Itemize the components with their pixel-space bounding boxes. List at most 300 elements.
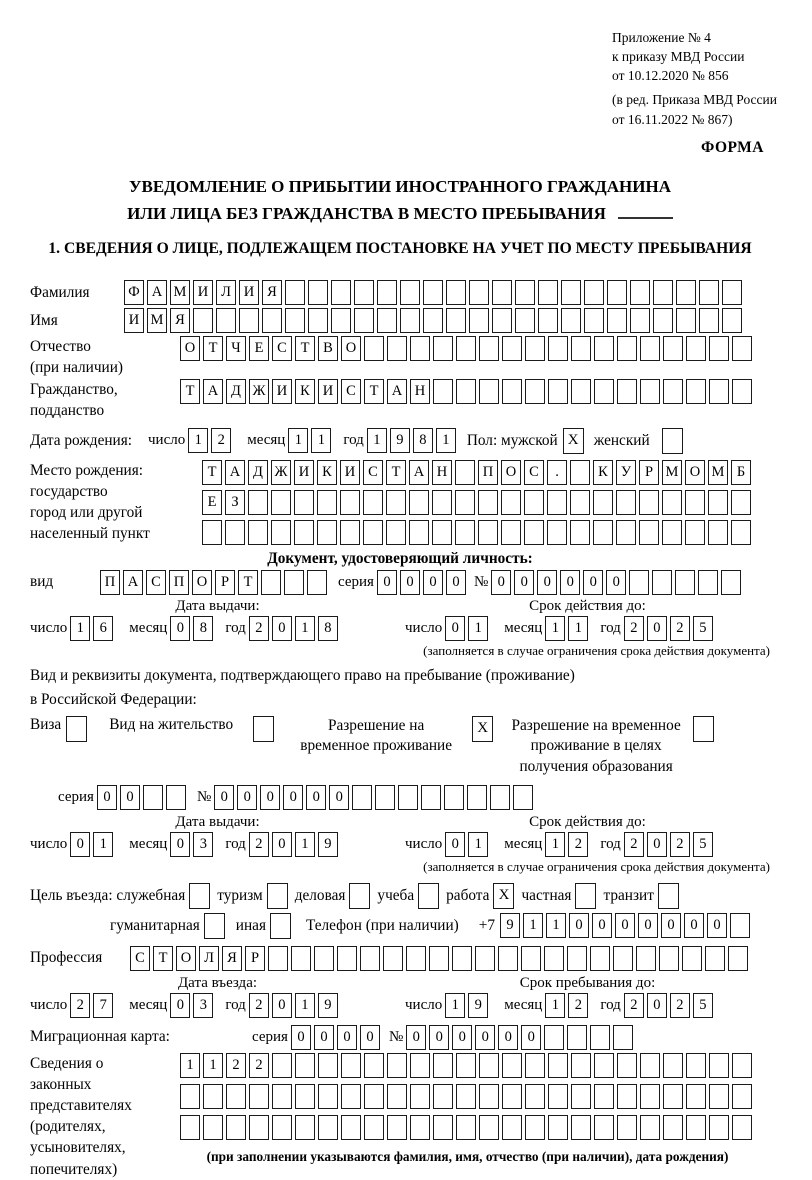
char-box[interactable] — [377, 280, 397, 305]
char-box[interactable]: Е — [249, 336, 269, 361]
tourism-checkbox[interactable] — [267, 883, 288, 909]
char-box[interactable]: 9 — [390, 428, 410, 453]
char-box[interactable] — [331, 280, 351, 305]
char-box[interactable] — [547, 490, 567, 515]
char-box[interactable] — [432, 490, 452, 515]
char-box[interactable]: С — [130, 946, 150, 971]
char-box[interactable] — [617, 1053, 637, 1078]
char-box[interactable] — [318, 1084, 338, 1109]
char-box[interactable] — [295, 1084, 315, 1109]
char-box[interactable]: 9 — [468, 993, 488, 1018]
private-checkbox[interactable] — [575, 883, 596, 909]
char-box[interactable] — [166, 785, 186, 810]
char-box[interactable] — [410, 1115, 430, 1140]
char-box[interactable] — [469, 308, 489, 333]
char-box[interactable] — [662, 520, 682, 545]
char-box[interactable] — [479, 1115, 499, 1140]
char-box[interactable] — [456, 1084, 476, 1109]
char-box[interactable] — [285, 280, 305, 305]
char-box[interactable] — [456, 336, 476, 361]
char-box[interactable] — [548, 336, 568, 361]
char-box[interactable]: К — [317, 460, 337, 485]
char-box[interactable] — [731, 520, 751, 545]
char-box[interactable]: 0 — [272, 616, 292, 641]
char-box[interactable] — [515, 308, 535, 333]
char-box[interactable]: Р — [245, 946, 265, 971]
char-box[interactable] — [686, 336, 706, 361]
char-box[interactable]: М — [147, 308, 167, 333]
char-box[interactable]: 0 — [583, 570, 603, 595]
char-box[interactable] — [640, 379, 660, 404]
char-box[interactable]: 0 — [377, 570, 397, 595]
char-box[interactable] — [513, 785, 533, 810]
char-box[interactable]: 0 — [647, 832, 667, 857]
char-box[interactable]: Л — [199, 946, 219, 971]
char-box[interactable]: Р — [215, 570, 235, 595]
char-box[interactable]: Ж — [249, 379, 269, 404]
char-box[interactable] — [410, 1084, 430, 1109]
char-box[interactable]: Т — [153, 946, 173, 971]
char-box[interactable] — [732, 1053, 752, 1078]
char-box[interactable]: 0 — [70, 832, 90, 857]
char-box[interactable]: Р — [639, 460, 659, 485]
char-box[interactable] — [629, 570, 649, 595]
char-box[interactable] — [479, 336, 499, 361]
char-box[interactable] — [452, 946, 472, 971]
char-box[interactable] — [406, 946, 426, 971]
char-box[interactable] — [730, 913, 750, 938]
char-box[interactable] — [544, 1025, 564, 1050]
char-box[interactable]: 9 — [500, 913, 520, 938]
char-box[interactable]: 0 — [592, 913, 612, 938]
char-box[interactable] — [594, 1115, 614, 1140]
char-box[interactable]: 7 — [93, 993, 113, 1018]
char-box[interactable] — [594, 1053, 614, 1078]
char-box[interactable]: И — [294, 460, 314, 485]
char-box[interactable] — [410, 1053, 430, 1078]
char-box[interactable] — [663, 379, 683, 404]
char-box[interactable]: 5 — [693, 993, 713, 1018]
char-box[interactable] — [525, 1115, 545, 1140]
char-box[interactable]: 1 — [70, 616, 90, 641]
char-box[interactable]: 0 — [537, 570, 557, 595]
char-box[interactable]: Я — [222, 946, 242, 971]
char-box[interactable]: А — [147, 280, 167, 305]
char-box[interactable]: И — [318, 379, 338, 404]
char-box[interactable]: 8 — [413, 428, 433, 453]
char-box[interactable] — [676, 280, 696, 305]
char-box[interactable] — [295, 1115, 315, 1140]
char-box[interactable] — [456, 1115, 476, 1140]
char-box[interactable] — [502, 336, 522, 361]
char-box[interactable]: Н — [432, 460, 452, 485]
char-box[interactable] — [732, 336, 752, 361]
char-box[interactable] — [659, 946, 679, 971]
char-box[interactable] — [538, 280, 558, 305]
char-box[interactable]: 2 — [70, 993, 90, 1018]
char-box[interactable] — [317, 520, 337, 545]
char-box[interactable]: 9 — [318, 832, 338, 857]
char-box[interactable]: 2 — [249, 832, 269, 857]
char-box[interactable]: 0 — [498, 1025, 518, 1050]
char-box[interactable]: 3 — [193, 832, 213, 857]
char-box[interactable] — [686, 1115, 706, 1140]
char-box[interactable] — [317, 490, 337, 515]
char-box[interactable]: 0 — [97, 785, 117, 810]
char-box[interactable] — [433, 1053, 453, 1078]
char-box[interactable]: 1 — [436, 428, 456, 453]
char-box[interactable] — [410, 336, 430, 361]
char-box[interactable]: О — [501, 460, 521, 485]
char-box[interactable] — [469, 280, 489, 305]
char-box[interactable]: Е — [202, 490, 222, 515]
char-box[interactable] — [501, 490, 521, 515]
char-box[interactable]: 1 — [93, 832, 113, 857]
char-box[interactable] — [617, 336, 637, 361]
char-box[interactable]: 1 — [180, 1053, 200, 1078]
char-box[interactable] — [423, 280, 443, 305]
char-box[interactable] — [561, 308, 581, 333]
char-box[interactable]: 8 — [193, 616, 213, 641]
char-box[interactable] — [705, 946, 725, 971]
char-box[interactable]: Т — [180, 379, 200, 404]
char-box[interactable]: М — [662, 460, 682, 485]
char-box[interactable]: А — [123, 570, 143, 595]
char-box[interactable] — [354, 280, 374, 305]
char-box[interactable] — [386, 520, 406, 545]
char-box[interactable] — [640, 1053, 660, 1078]
char-box[interactable] — [709, 336, 729, 361]
official-checkbox[interactable] — [189, 883, 210, 909]
char-box[interactable] — [318, 1053, 338, 1078]
char-box[interactable]: 1 — [311, 428, 331, 453]
residence-permit-checkbox[interactable] — [253, 716, 274, 742]
char-box[interactable]: 0 — [684, 913, 704, 938]
char-box[interactable] — [571, 336, 591, 361]
char-box[interactable] — [318, 1115, 338, 1140]
char-box[interactable]: О — [192, 570, 212, 595]
char-box[interactable] — [294, 490, 314, 515]
char-box[interactable] — [479, 1053, 499, 1078]
char-box[interactable]: 1 — [468, 616, 488, 641]
char-box[interactable] — [180, 1115, 200, 1140]
char-box[interactable] — [728, 946, 748, 971]
char-box[interactable] — [248, 520, 268, 545]
char-box[interactable]: Д — [248, 460, 268, 485]
char-box[interactable] — [525, 336, 545, 361]
char-box[interactable] — [467, 785, 487, 810]
char-box[interactable]: С — [363, 460, 383, 485]
char-box[interactable] — [593, 490, 613, 515]
char-box[interactable]: П — [478, 460, 498, 485]
char-box[interactable]: 2 — [670, 832, 690, 857]
char-box[interactable]: 2 — [249, 616, 269, 641]
char-box[interactable] — [352, 785, 372, 810]
char-box[interactable]: О — [341, 336, 361, 361]
char-box[interactable]: Т — [202, 460, 222, 485]
char-box[interactable] — [708, 490, 728, 515]
char-box[interactable]: 0 — [272, 993, 292, 1018]
char-box[interactable] — [524, 490, 544, 515]
char-box[interactable] — [570, 490, 590, 515]
char-box[interactable] — [525, 379, 545, 404]
char-box[interactable]: У — [616, 460, 636, 485]
char-box[interactable]: О — [176, 946, 196, 971]
char-box[interactable]: 2 — [568, 993, 588, 1018]
char-box[interactable] — [455, 520, 475, 545]
char-box[interactable]: Л — [216, 280, 236, 305]
char-box[interactable] — [203, 1115, 223, 1140]
char-box[interactable] — [429, 946, 449, 971]
char-box[interactable] — [409, 520, 429, 545]
char-box[interactable] — [341, 1115, 361, 1140]
char-box[interactable]: С — [341, 379, 361, 404]
char-box[interactable]: 1 — [546, 913, 566, 938]
char-box[interactable] — [432, 520, 452, 545]
char-box[interactable]: О — [685, 460, 705, 485]
char-box[interactable] — [525, 1084, 545, 1109]
char-box[interactable] — [721, 570, 741, 595]
char-box[interactable]: 0 — [260, 785, 280, 810]
char-box[interactable] — [502, 1115, 522, 1140]
char-box[interactable]: 0 — [647, 993, 667, 1018]
char-box[interactable]: А — [387, 379, 407, 404]
char-box[interactable]: 0 — [283, 785, 303, 810]
char-box[interactable]: З — [225, 490, 245, 515]
char-box[interactable] — [590, 946, 610, 971]
char-box[interactable] — [502, 379, 522, 404]
humanitarian-checkbox[interactable] — [204, 913, 225, 939]
char-box[interactable] — [249, 1115, 269, 1140]
char-box[interactable]: 0 — [445, 832, 465, 857]
char-box[interactable] — [386, 490, 406, 515]
char-box[interactable] — [375, 785, 395, 810]
char-box[interactable] — [294, 520, 314, 545]
char-box[interactable]: В — [318, 336, 338, 361]
char-box[interactable] — [387, 1115, 407, 1140]
char-box[interactable]: М — [170, 280, 190, 305]
char-box[interactable]: 0 — [423, 570, 443, 595]
char-box[interactable] — [561, 280, 581, 305]
char-box[interactable]: . — [547, 460, 567, 485]
study-checkbox[interactable] — [418, 883, 439, 909]
char-box[interactable]: 1 — [545, 832, 565, 857]
char-box[interactable] — [363, 520, 383, 545]
char-box[interactable] — [663, 1053, 683, 1078]
char-box[interactable] — [663, 1084, 683, 1109]
char-box[interactable] — [492, 308, 512, 333]
char-box[interactable]: А — [203, 379, 223, 404]
char-box[interactable] — [225, 520, 245, 545]
char-box[interactable]: 1 — [568, 616, 588, 641]
char-box[interactable]: 0 — [314, 1025, 334, 1050]
char-box[interactable] — [547, 520, 567, 545]
char-box[interactable]: 0 — [329, 785, 349, 810]
char-box[interactable] — [433, 1084, 453, 1109]
char-box[interactable] — [387, 1053, 407, 1078]
char-box[interactable]: 0 — [170, 616, 190, 641]
char-box[interactable] — [590, 1025, 610, 1050]
char-box[interactable] — [521, 946, 541, 971]
char-box[interactable]: Т — [203, 336, 223, 361]
char-box[interactable] — [272, 1084, 292, 1109]
char-box[interactable]: А — [409, 460, 429, 485]
char-box[interactable]: 1 — [545, 993, 565, 1018]
char-box[interactable] — [479, 1084, 499, 1109]
char-box[interactable]: 0 — [291, 1025, 311, 1050]
char-box[interactable] — [682, 946, 702, 971]
char-box[interactable] — [444, 785, 464, 810]
char-box[interactable] — [423, 308, 443, 333]
char-box[interactable] — [479, 379, 499, 404]
char-box[interactable]: 8 — [318, 616, 338, 641]
char-box[interactable] — [271, 490, 291, 515]
char-box[interactable] — [284, 570, 304, 595]
char-box[interactable]: А — [225, 460, 245, 485]
char-box[interactable] — [571, 1084, 591, 1109]
char-box[interactable] — [570, 460, 590, 485]
char-box[interactable]: 0 — [445, 616, 465, 641]
char-box[interactable] — [478, 490, 498, 515]
char-box[interactable] — [180, 1084, 200, 1109]
char-box[interactable] — [640, 1084, 660, 1109]
char-box[interactable] — [636, 946, 656, 971]
char-box[interactable]: 0 — [170, 832, 190, 857]
char-box[interactable]: 0 — [214, 785, 234, 810]
char-box[interactable]: 2 — [670, 993, 690, 1018]
char-box[interactable]: 0 — [400, 570, 420, 595]
char-box[interactable]: 0 — [647, 616, 667, 641]
char-box[interactable]: 2 — [226, 1053, 246, 1078]
char-box[interactable] — [478, 520, 498, 545]
char-box[interactable] — [584, 280, 604, 305]
char-box[interactable] — [143, 785, 163, 810]
visa-checkbox[interactable] — [66, 716, 87, 742]
char-box[interactable]: 1 — [523, 913, 543, 938]
char-box[interactable]: 0 — [661, 913, 681, 938]
char-box[interactable]: 0 — [120, 785, 140, 810]
char-box[interactable] — [193, 308, 213, 333]
char-box[interactable] — [272, 1115, 292, 1140]
char-box[interactable]: И — [239, 280, 259, 305]
char-box[interactable]: 0 — [272, 832, 292, 857]
other-checkbox[interactable] — [270, 913, 291, 939]
char-box[interactable] — [722, 308, 742, 333]
char-box[interactable]: Т — [386, 460, 406, 485]
char-box[interactable] — [285, 308, 305, 333]
char-box[interactable] — [732, 379, 752, 404]
char-box[interactable]: 0 — [237, 785, 257, 810]
char-box[interactable] — [249, 1084, 269, 1109]
char-box[interactable] — [433, 336, 453, 361]
char-box[interactable] — [202, 520, 222, 545]
char-box[interactable] — [709, 1053, 729, 1078]
char-box[interactable] — [239, 308, 259, 333]
char-box[interactable]: 5 — [693, 832, 713, 857]
char-box[interactable]: 1 — [367, 428, 387, 453]
char-box[interactable] — [639, 490, 659, 515]
char-box[interactable]: 2 — [211, 428, 231, 453]
char-box[interactable]: Б — [731, 460, 751, 485]
char-box[interactable] — [709, 1084, 729, 1109]
char-box[interactable] — [307, 570, 327, 595]
char-box[interactable]: 0 — [452, 1025, 472, 1050]
char-box[interactable]: 2 — [624, 993, 644, 1018]
char-box[interactable] — [226, 1115, 246, 1140]
char-box[interactable] — [709, 1115, 729, 1140]
char-box[interactable]: 0 — [406, 1025, 426, 1050]
char-box[interactable] — [686, 1053, 706, 1078]
char-box[interactable] — [663, 336, 683, 361]
char-box[interactable] — [571, 379, 591, 404]
char-box[interactable]: М — [708, 460, 728, 485]
char-box[interactable]: 9 — [318, 993, 338, 1018]
char-box[interactable] — [261, 570, 281, 595]
char-box[interactable] — [567, 1025, 587, 1050]
char-box[interactable]: 2 — [568, 832, 588, 857]
char-box[interactable] — [409, 490, 429, 515]
char-box[interactable] — [383, 946, 403, 971]
char-box[interactable] — [490, 785, 510, 810]
char-box[interactable] — [548, 1084, 568, 1109]
char-box[interactable]: 0 — [491, 570, 511, 595]
char-box[interactable] — [662, 490, 682, 515]
char-box[interactable] — [544, 946, 564, 971]
char-box[interactable] — [731, 490, 751, 515]
char-box[interactable] — [525, 1053, 545, 1078]
char-box[interactable] — [640, 1115, 660, 1140]
char-box[interactable]: 1 — [188, 428, 208, 453]
char-box[interactable] — [331, 308, 351, 333]
char-box[interactable] — [613, 946, 633, 971]
char-box[interactable]: Я — [262, 280, 282, 305]
char-box[interactable] — [455, 460, 475, 485]
char-box[interactable] — [571, 1053, 591, 1078]
char-box[interactable] — [360, 946, 380, 971]
char-box[interactable] — [216, 308, 236, 333]
char-box[interactable]: 0 — [429, 1025, 449, 1050]
char-box[interactable] — [340, 490, 360, 515]
char-box[interactable] — [709, 379, 729, 404]
char-box[interactable]: 1 — [288, 428, 308, 453]
char-box[interactable] — [613, 1025, 633, 1050]
char-box[interactable]: 1 — [295, 616, 315, 641]
char-box[interactable]: 1 — [295, 832, 315, 857]
char-box[interactable]: 0 — [360, 1025, 380, 1050]
char-box[interactable] — [570, 520, 590, 545]
char-box[interactable] — [675, 570, 695, 595]
char-box[interactable]: И — [272, 379, 292, 404]
male-checkbox[interactable]: X — [563, 428, 584, 454]
char-box[interactable] — [594, 379, 614, 404]
char-box[interactable] — [455, 490, 475, 515]
char-box[interactable] — [548, 1115, 568, 1140]
char-box[interactable] — [698, 570, 718, 595]
char-box[interactable] — [364, 336, 384, 361]
char-box[interactable]: Ч — [226, 336, 246, 361]
char-box[interactable] — [295, 1053, 315, 1078]
char-box[interactable]: И — [124, 308, 144, 333]
char-box[interactable] — [364, 1115, 384, 1140]
char-box[interactable] — [354, 308, 374, 333]
char-box[interactable] — [515, 280, 535, 305]
char-box[interactable] — [686, 379, 706, 404]
char-box[interactable]: С — [146, 570, 166, 595]
char-box[interactable] — [387, 1084, 407, 1109]
char-box[interactable]: 2 — [624, 616, 644, 641]
char-box[interactable] — [617, 1115, 637, 1140]
char-box[interactable]: С — [524, 460, 544, 485]
